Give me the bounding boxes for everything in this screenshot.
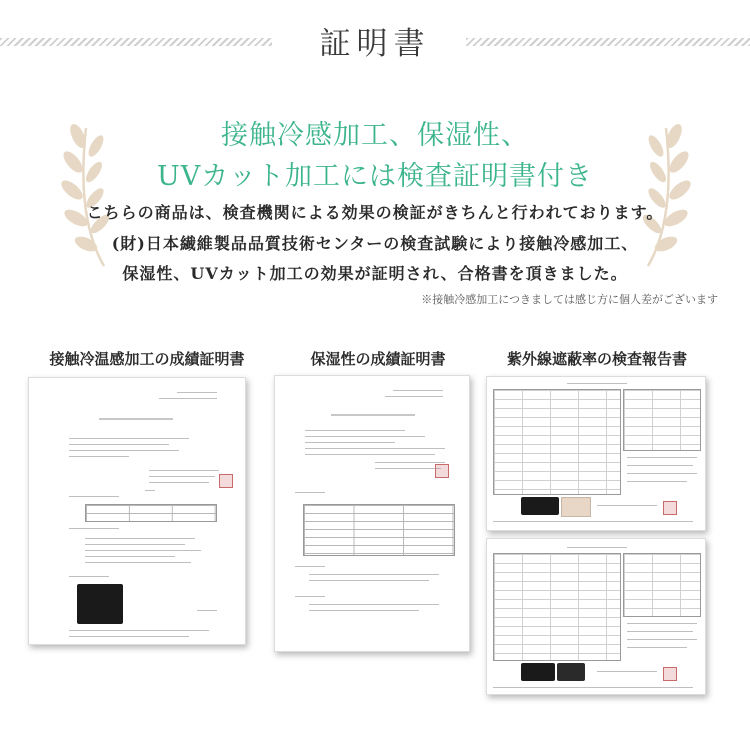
- body-line-2: (財)日本繊維製品品質技術センターの検査試験により接触冷感加工、: [111, 234, 639, 253]
- certificate-image-uv-1: [486, 376, 706, 531]
- certificate-caption-uv: 紫外線遮蔽率の検査報告書: [506, 350, 687, 368]
- page-title: 証明書: [319, 26, 431, 62]
- certificate-image-moisture: [274, 375, 470, 652]
- headline-line-2: UVカット加工には検査証明書付き: [157, 161, 593, 192]
- certificate-image-uv-2: [486, 538, 706, 695]
- certificate-caption-moisture: 保湿性の成績証明書: [310, 350, 446, 368]
- body-line-3: 保湿性、UVカット加工の効果が証明され、合格書を頂きました。: [122, 264, 628, 283]
- disclaimer-note: ※接触冷感加工につきましては感じ方に個人差がございます: [421, 293, 718, 306]
- certificate-caption-cooling: 接触冷温感加工の成績証明書: [49, 350, 245, 368]
- headline-line-1: 接触冷感加工、保湿性、: [221, 120, 529, 151]
- body-line-1: こちらの商品は、検査機関による効果の検証がきちんと行われております。: [86, 203, 664, 222]
- certificate-image-cooling: [28, 377, 246, 645]
